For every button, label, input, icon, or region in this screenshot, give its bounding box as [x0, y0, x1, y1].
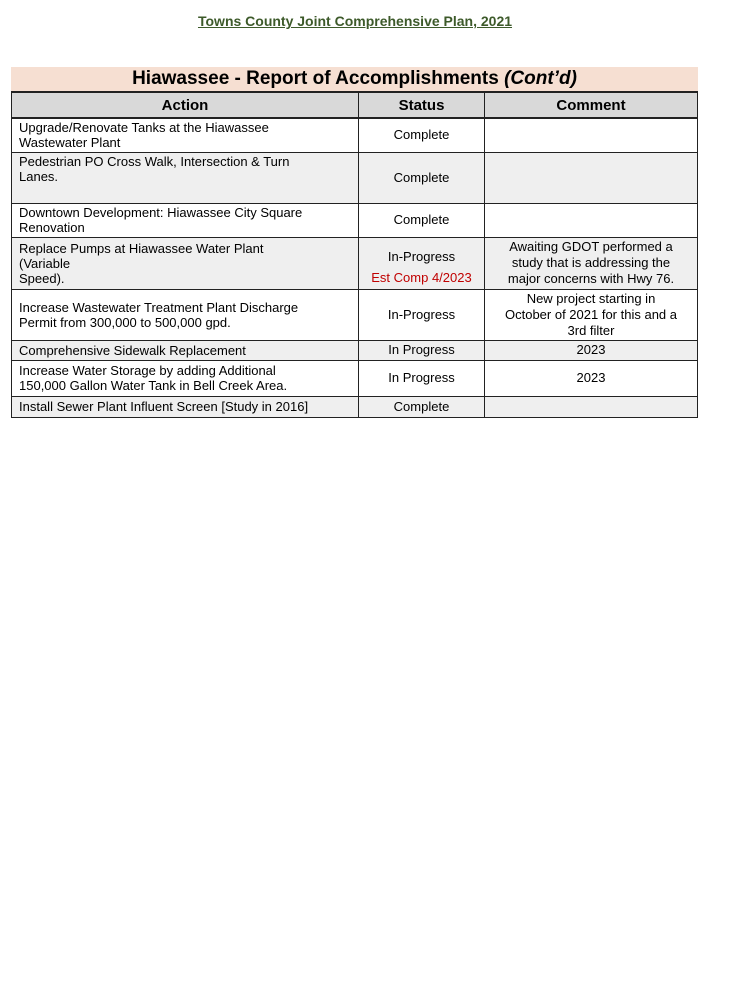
report-title-text: Hiawassee - Report of Accomplishments — [132, 68, 499, 89]
status-cell: Complete — [359, 203, 485, 237]
comment-text: Awaiting GDOT performed a — [509, 239, 673, 254]
report-title-suffix: (Cont’d) — [504, 68, 577, 89]
action-cell — [12, 340, 359, 360]
action-text: Upgrade/Renovate Tanks at the Hiawassee — [19, 120, 269, 136]
comment-cell — [485, 152, 698, 203]
action-text: Increase Wastewater Treatment Plant Discharge — [19, 299, 299, 315]
status-cell: Complete — [359, 152, 485, 203]
status-cell: In Progress — [359, 360, 485, 396]
action-text: Wastewater Plant — [19, 135, 121, 151]
table-row — [12, 152, 698, 203]
comment-text: New project starting in — [526, 290, 656, 306]
status-cell: In Progress — [359, 340, 485, 360]
action-cell — [12, 118, 359, 152]
comment-text: 2023 — [576, 342, 606, 357]
status-cell: Complete — [359, 118, 485, 152]
report-title — [11, 67, 698, 91]
action-text: (Variable — [19, 255, 71, 271]
table-row — [12, 396, 698, 417]
action-text: Comprehensive Sidewalk Replacement — [19, 342, 246, 358]
status-cell: In-Progress — [359, 289, 485, 340]
action-text: Replace Pumps at Hiawassee Water Plant — [19, 240, 264, 256]
comment-text: study that is addressing the — [511, 255, 671, 270]
action-text: Increase Water Storage by adding Additional — [19, 363, 276, 378]
comment-cell — [485, 289, 698, 340]
comment-cell — [485, 237, 698, 289]
action-cell — [12, 152, 359, 203]
estimated-completion-note: Est Comp 4/2023 — [371, 269, 472, 285]
action-text: Downtown Development: Hiawassee City Square — [19, 205, 303, 220]
action-cell — [12, 237, 359, 289]
status-text: In-Progress — [387, 248, 456, 264]
table-row — [12, 289, 698, 340]
action-text: Install Sewer Plant Influent Screen [Study in 2016] — [19, 399, 309, 414]
table-header-row — [12, 92, 698, 118]
action-text: Renovation — [19, 220, 85, 235]
column-header-comment: Comment — [485, 92, 698, 118]
comment-text: 2023 — [576, 370, 606, 385]
action-cell — [12, 360, 359, 396]
action-text: 150,000 Gallon Water Tank in Bell Creek Area. — [19, 378, 288, 393]
accomplishments-table — [11, 91, 698, 418]
comment-text: 3rd filter — [567, 322, 615, 338]
comment-text: major concerns with Hwy 76. — [507, 271, 675, 286]
table-row — [12, 237, 698, 289]
action-cell — [12, 203, 359, 237]
table-row — [12, 340, 698, 360]
action-text: Pedestrian PO Cross Walk, Intersection & Turn — [19, 153, 290, 169]
document-header: Towns County Joint Comprehensive Plan, 2021 — [197, 13, 513, 29]
status-cell: Complete — [359, 396, 485, 417]
action-cell — [12, 396, 359, 417]
comment-cell — [485, 203, 698, 237]
column-header-action: Action — [12, 92, 359, 118]
action-text: Speed). — [19, 270, 65, 286]
table-row — [12, 118, 698, 152]
table-row — [12, 360, 698, 396]
action-text: Lanes. — [19, 168, 59, 184]
comment-cell — [485, 396, 698, 417]
column-header-status: Status — [359, 92, 485, 118]
action-cell — [12, 289, 359, 340]
comment-text: October of 2021 for this and a — [505, 306, 677, 322]
comment-cell — [485, 340, 698, 360]
comment-cell — [485, 360, 698, 396]
table-row — [12, 203, 698, 237]
status-cell — [359, 237, 485, 289]
action-text: Permit from 300,000 to 500,000 gpd. — [19, 314, 231, 330]
comment-cell — [485, 118, 698, 152]
